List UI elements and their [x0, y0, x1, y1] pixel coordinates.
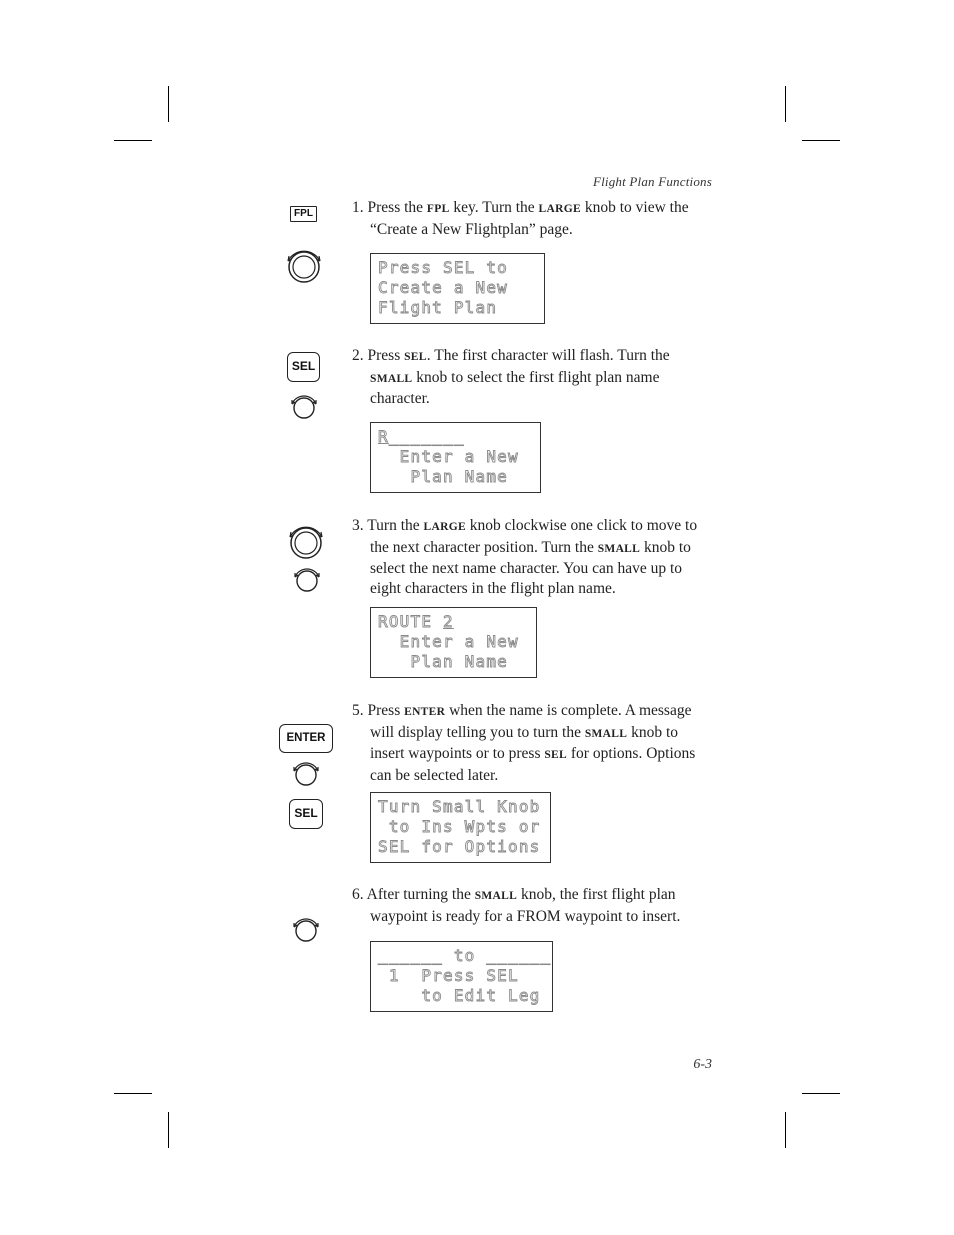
lcd-line: Plan Name [378, 652, 508, 671]
lcd-name-text: ROUTE [378, 612, 443, 631]
lcd-placeholder: _______ [388, 427, 465, 446]
key-name: LARGE [538, 203, 581, 215]
fpl-key-icon: FPL [290, 206, 317, 222]
crop-mark [785, 1112, 786, 1148]
crop-mark [114, 140, 152, 141]
crop-mark [168, 1112, 169, 1148]
step-text: knob to view the “Create a New Flightplan” page. [370, 199, 689, 238]
step-number: 5. [352, 702, 364, 719]
crop-mark [785, 86, 786, 122]
step-text: knob to select the first flight plan name character. [370, 368, 660, 407]
lcd-screen-edit-leg [370, 941, 553, 1012]
step-text: knob to insert waypoints or to press [370, 723, 679, 762]
key-name: FPL [426, 203, 450, 215]
large-knob-icon [283, 244, 325, 286]
crop-mark [114, 1093, 152, 1094]
lcd-line: 1 Press SEL [378, 966, 519, 985]
step-text: knob to select the next name character. You can have up to eight characters in the flight plan name. [370, 538, 691, 597]
lcd-line: SEL for Options [378, 837, 541, 856]
lcd-screen-create-new [370, 253, 545, 324]
step-5 [352, 701, 712, 785]
step-6 [352, 885, 712, 926]
key-name: SMALL [584, 727, 628, 740]
lcd-line: Enter a New [378, 447, 519, 466]
key-name: SEL [404, 351, 427, 363]
step-text: Press the [367, 199, 427, 216]
lcd-line: Flight Plan [378, 298, 498, 317]
cursor-char: 2 [443, 612, 454, 631]
small-knob-icon [290, 758, 322, 788]
step-3 [352, 516, 712, 598]
lcd-line: Press SEL to [378, 258, 508, 277]
step-text: knob, the first flight plan waypoint is ready for a FROM waypoint to insert. [370, 886, 681, 925]
crop-mark [802, 1093, 840, 1094]
step-number: 3. [352, 517, 364, 534]
lcd-line: ______ to ______ [378, 946, 552, 965]
lcd-line: to Edit Leg [378, 986, 541, 1005]
small-knob-icon [291, 564, 323, 594]
step-text: Turn the [367, 517, 424, 534]
lcd-line [378, 427, 465, 447]
small-knob-icon [290, 914, 322, 944]
step-text: Press [367, 702, 405, 719]
running-header: Flight Plan Functions [592, 174, 712, 189]
lcd-line [378, 612, 454, 632]
step-number: 1. [352, 199, 364, 216]
key-name: SEL [544, 749, 567, 761]
large-knob-icon [285, 520, 327, 562]
crop-mark [802, 140, 840, 141]
page-number: 6-3 [693, 1057, 712, 1072]
step-text: key. Turn the [449, 199, 539, 216]
sel-key-icon: SEL [287, 352, 320, 382]
crop-mark [168, 86, 169, 122]
key-name: SMALL [370, 372, 413, 385]
key-name: SMALL [597, 542, 641, 555]
sel-key-icon: SEL [289, 799, 323, 829]
lcd-line: Turn Small Knob [378, 797, 541, 816]
lcd-line: Enter a New [378, 632, 519, 651]
small-knob-icon [288, 391, 320, 421]
step-text: Press [367, 347, 405, 364]
step-2 [352, 346, 712, 409]
step-number: 6. [352, 886, 364, 903]
step-1 [352, 198, 712, 239]
lcd-line: Plan Name [378, 467, 508, 486]
enter-key-icon: ENTER [279, 724, 333, 753]
key-name: LARGE [423, 521, 466, 533]
step-text: . The first character will flash. Turn the [426, 347, 670, 364]
lcd-line: to Ins Wpts or [378, 817, 541, 836]
step-text: for options. Options can be selected later. [370, 745, 696, 784]
lcd-line: Create a New [378, 278, 508, 297]
step-text: when the name is complete. A message will display telling you to turn the [370, 702, 692, 741]
step-number: 2. [352, 347, 364, 364]
lcd-screen-enter-name [370, 422, 541, 493]
lcd-screen-route-name [370, 607, 537, 678]
lcd-screen-turn-small-knob [370, 792, 551, 863]
step-text: After turning the [366, 886, 475, 903]
key-name: SMALL [474, 890, 518, 902]
key-name: ENTER [404, 706, 446, 718]
step-text: knob clockwise one click to move to the next character position. Turn the [370, 517, 698, 556]
cursor-char: R [378, 427, 389, 446]
